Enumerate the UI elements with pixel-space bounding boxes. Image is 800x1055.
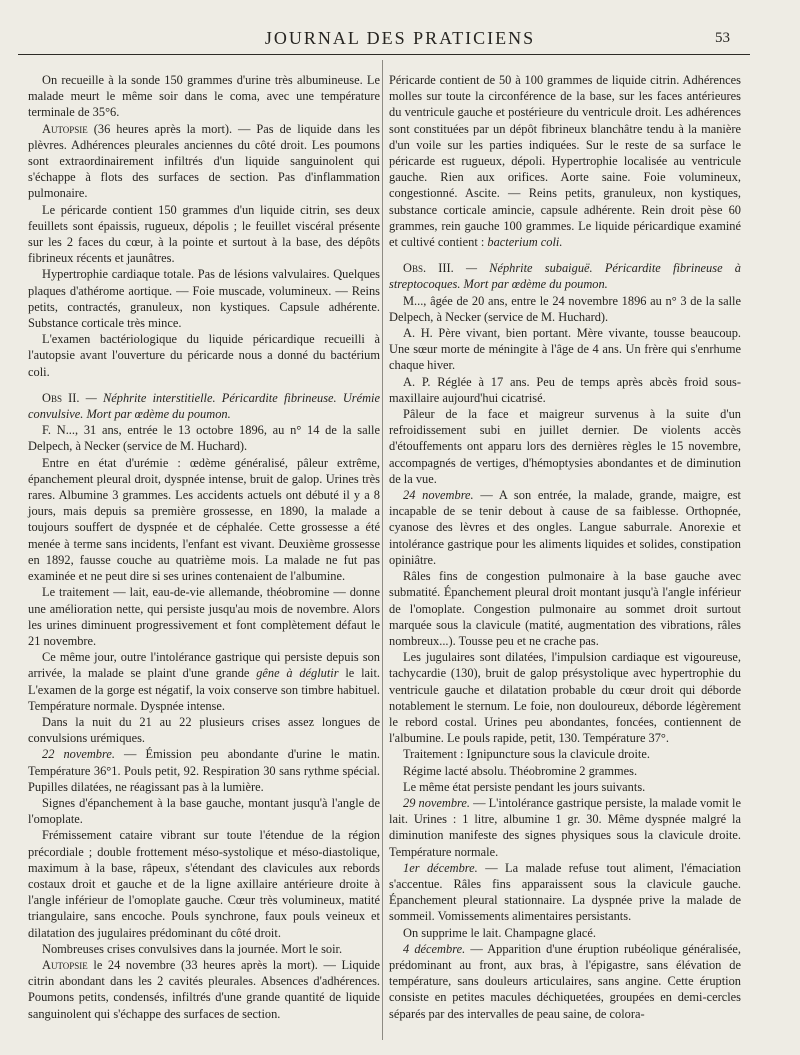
- observation-heading: Obs II. — Néphrite interstitielle. Péricardite fibrineuse. Urémie convulsive. Mort par œdème du poumon.: [28, 390, 380, 422]
- paragraph: Nombreuses crises convulsives dans la journée. Mort le soir.: [42, 941, 343, 956]
- paragraph: Dans la nuit du 21 au 22 plusieurs crises assez longues de convulsions urémiques.: [28, 714, 380, 746]
- paragraph: Entre en état d'urémie : œdème généralisé, pâleur extrême, épanchement pleural droit, dyspnée intense, bruit de galop. Urines très rares. Albumine 3 grammes. Les accidents actuels ont débuté il y a 8 jours, mais depuis sa première grossesse, en 1890, la malade a toujours souffert de dyspnée et de céphalée. Cette grossesse a été menée à terme sans incidents, l'enfant est vivant. Deuxième grossesse en 1892, fausse couche au quatrième mois. La malade ne fut pas examinée et ne peut dire si ses urines contenaient de l'albumine.: [28, 455, 380, 584]
- paragraph: Les jugulaires sont dilatées, l'impulsion cardiaque est vigoureuse, tachycardie (130), bruit de galop présystolique avec hypertrophie du ventricule gauche et dilatation probable du cœur droit qui déborde notablement le sternum. Le foie, non douloureux, déborde légèrement le rebord costal. Urines peu abondantes, foncées, contiennent de l'albumine. Le pouls rapide, petit, 130. Température 37°.: [389, 650, 741, 746]
- paragraph: Ce même jour, outre l'intolérance gastrique qui persiste depuis son arrivée, la malade se plaint d'une grande gêne à déglutir le lait. L'examen de la gorge est négatif, la voix conserve son timbre habituel. Température normale. Dyspnée intense.: [28, 650, 380, 713]
- paragraph: A. H. Père vivant, bien portant. Mère vivante, tousse beaucoup. Une sœur morte de méningite à l'âge de 4 ans. Un frère qui s'enrhume chaque hiver.: [389, 326, 741, 373]
- paragraph: 4 décembre. — Apparition d'une éruption rubéolique généralisée, prédominant au front, aux bras, à l'épigastre, sans élévation de température, sans douleurs articulaires, sans angine. Cette éruption consiste en petites macules déchiquetées, groupées en demi-cercles séparés par des intervalles de peau saine, de colora-: [389, 941, 741, 1021]
- paragraph: Autopsie (36 heures après la mort). — Pas de liquide dans les plèvres. Adhérences pleurales anciennes du côté droit. Les poumons sont extraordinairement infiltrés d'un liquide sanguinolent qui s'échappe à flots des surfaces de section. Pas d'inflammation pulmonaire.: [28, 121, 380, 201]
- paragraph: Péricarde contient de 50 à 100 grammes de liquide citrin. Adhérences molles sur toute la circonférence de la base, sur les faces antérieures du ventricule gauche et postérieure du ventricule droit. Les adhérences sont constituées par un dépôt fibrineux blanchâtre tendu à la manière d'un voile sur les parties indiquées. Sur le reste de sa surface le péricarde est rugueux, dépoli. Hypertrophie localisée au ventricule gauche. Rien aux orifices. Aorte saine. Foie volumineux, congestionné. Ascite. — Reins petits, granuleux, non kystiques, substance corticale amincie, capsule adhérente. Rein droit pèse 60 grammes, rein gauche 100 grammes. Le liquide péricardique examiné et cultivé contient : bacterium coli.: [389, 73, 741, 250]
- paragraph: 24 novembre. — A son entrée, la malade, grande, maigre, est incapable de se tenir debout à cause de sa faiblesse. Orthopnée, cyanose des lèvres et des ongles. Langue saburrale. Anorexie et intolérance gastrique pour les aliments liquides et solides, constipation opiniâtre.: [389, 488, 741, 567]
- paragraph: L'examen bactériologique du liquide péricardique recueilli à l'autopsie avant l'ouverture du péricarde nous a donné du bactérium coli.: [28, 332, 380, 379]
- paragraph: M..., âgée de 20 ans, entre le 24 novembre 1896 au n° 3 de la salle Delpech, à Necker (service de M. Huchard).: [389, 293, 741, 324]
- autopsy-label: Autopsie: [42, 121, 88, 136]
- observation-heading: Obs. III. — Néphrite subaiguë. Péricardite fibrineuse à streptocoques. Mort par œdème du poumon.: [389, 261, 741, 292]
- paragraph: Régime lacté absolu. Théobromine 2 grammes.: [403, 763, 638, 778]
- paragraph: Le traitement — lait, eau-de-vie allemande, théobromine — donne une amélioration nette, qui persiste jusqu'au mois de novembre. Alors les urines diminuent progressivement et font complètement défaut le 21 novembre.: [28, 585, 380, 648]
- paragraph: Hypertrophie cardiaque totale. Pas de lésions valvulaires. Quelques plaques d'athérome aortique. — Foie muscade, volumineux. — Reins petits, contractés, granuleux, non kystiques. Capsule adhérente. Substance corticale très mince.: [28, 267, 380, 331]
- header-rule: [18, 54, 750, 55]
- paragraph: 1er décembre. — La malade refuse tout aliment, l'émaciation s'accentue. Râles fins apparaissent sous la clavicule gauche. Épanchement pleural stationnaire. La dyspnée prive la malade de sommeil. Vomissements alimentaires persistants.: [389, 860, 741, 924]
- column-divider: [382, 60, 383, 1040]
- paragraph: Le péricarde contient 150 grammes d'un liquide citrin, ses deux feuillets sont épaissis, rugueux, dépolis ; le feuillet viscéral présente sur les 2 faces du cœur, à la pointe et surtout à la base, des dépôts fibrineux récents et jaunâtres.: [28, 202, 380, 266]
- paragraph: On supprime le lait. Champagne glacé.: [403, 925, 597, 940]
- paragraph: 22 novembre. — Émission peu abondante d'urine le matin. Température 36°1. Pouls petit, 92. Respiration 30 sans rythme spécial. Pupilles dilatées, ne réagissant pas à la lumière.: [28, 747, 380, 794]
- paragraph: A. P. Réglée à 17 ans. Peu de temps après abcès froid sous-maxillaire aujourd'hui cicatrisé.: [389, 374, 741, 405]
- paragraph: Le même état persiste pendant les jours suivants.: [403, 779, 646, 794]
- left-column: [28, 72, 380, 1022]
- paragraph: Pâleur de la face et maigreur survenus à la suite d'un refroidissement subi en juillet dernier. De violents accès d'étouffements ont apparu lors des dernières règles le 15 novembre, accompagnés de vertiges, d'hémoptysies abondantes et de diminution de la vue.: [389, 407, 741, 486]
- paragraph: 29 novembre. — L'intolérance gastrique persiste, la malade vomit le lait. Urines : 1 litre, albumine 1 gr. 30. Même dyspnée malgré la diminution manifeste des signes physiques sous la clavicule droite. Température normale.: [389, 795, 742, 859]
- right-column: [389, 72, 741, 1022]
- paragraph: On recueille à la sonde 150 grammes d'urine très albumineuse. Le malade meurt le même soir dans le coma, avec une température terminale de 35°6.: [28, 73, 380, 120]
- paragraph: F. N..., 31 ans, entrée le 13 octobre 1896, au n° 14 de la salle Delpech, à Necker (service de M. Huchard).: [28, 423, 380, 454]
- paragraph: Autopsie le 24 novembre (33 heures après la mort). — Liquide citrin abondant dans les 2 cavités pleurales. Absences d'adhérences. Poumons petits, condensés, infiltrés d'une grande quantité de liquide sanguinolent qui s'échappe des surfaces de section.: [28, 957, 380, 1021]
- journal-title: JOURNAL DES PRATICIENS: [264, 28, 536, 48]
- paragraph: Traitement : Ignipuncture sous la clavicule droite.: [403, 747, 650, 762]
- running-header: [22, 28, 778, 54]
- paragraph: Frémissement cataire vibrant sur toute l'étendue de la région précordiale ; double frottement méso-systolique et méso-diastolique, maximum à la base, râpeux, s'étendant des clavicules aux rebords costaux droit et gauche et de la ligne axillaire antérieure droite à l'angle inférieur de l'omoplate gauche. Cœur très volumineux, matité triangulaire, sans encoche. Pouls synchrone, faux pouls veineux et dilatation des jugulaires prédominant du côté droit.: [28, 828, 380, 940]
- page-number: 53: [715, 30, 730, 46]
- paragraph: Râles fins de congestion pulmonaire à la base gauche avec submatité. Épanchement pleural droit montant jusqu'à l'angle inférieur de l'omoplate. Congestion pulmonaire au sommet droit surtout marquée sous la clavicule (matité, augmentation des vibrations, râles nombreux...). Tousse peu et ne crache pas.: [389, 569, 741, 648]
- paragraph: Signes d'épanchement à la base gauche, montant jusqu'à l'angle de l'omoplate.: [28, 795, 380, 827]
